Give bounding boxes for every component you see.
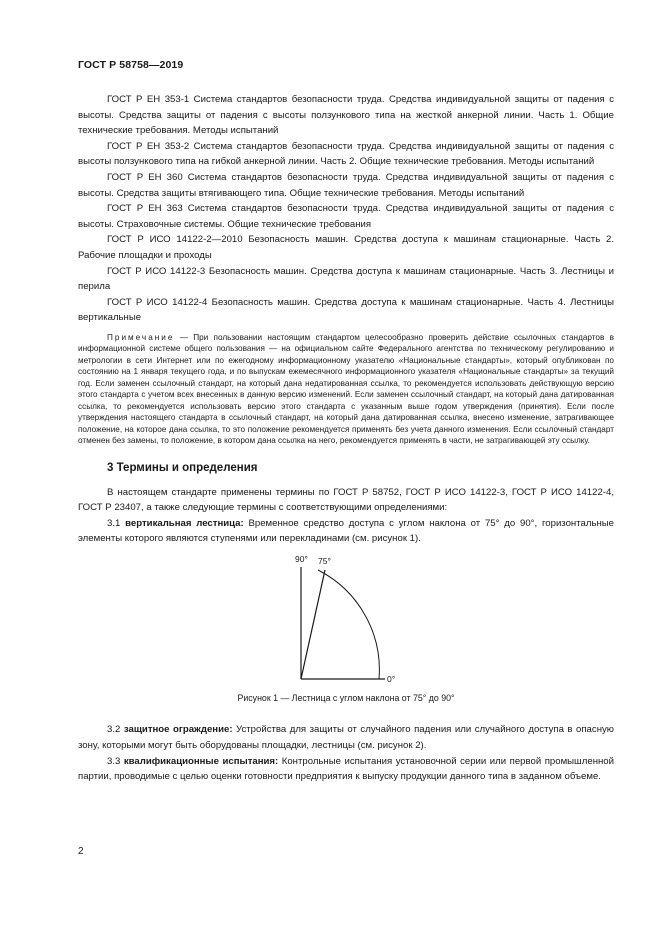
- arc-angle: [318, 570, 379, 679]
- term-3-3: 3.3 квалификационные испытания: Контрольные испытания установочной серии или первой промышленной партии, проводимые с целью оценки готовности предприятия к выпуску продукции данного типа в заданном объеме.: [78, 755, 614, 783]
- term-definition: Временное средство доступа с углом наклона от 75° до 90°, горизонтальные элементы которого являются ступенями или перекладинами (см. рисунок 1).: [78, 517, 614, 545]
- main-content: [78, 92, 614, 785]
- document-header: ГОСТ Р 58758—2019: [78, 59, 184, 71]
- reference-item: ГОСТ Р ЕН 353-1 Система стандартов безопасности труда. Средства индивидуальной защиты от падения с высоты. Средства защиты от падения с высоты ползункового типа на жесткой анкерной линии. Часть 1. Общие технические требования. Методы испытаний: [78, 94, 614, 137]
- reference-item: ГОСТ Р ИСО 14122-4 Безопасность машин. Средства доступа к машинам стационарные. Часть 4. Лестницы вертикальные: [78, 296, 614, 324]
- reference-item: ГОСТ Р ЕН 363 Система стандартов безопасности труда. Средства индивидуальной защиты от падения с высоты. Страховочные системы. Общие технические требования: [78, 203, 614, 230]
- term-3-2: 3.2 защитное ограждение: Устройства для защиты от случайного падения или случайного доступа в опасную зону, которыми могут быть оборудованы площадки, лестницы (см. рисунок 2).: [78, 724, 614, 752]
- label-90: 90°: [295, 553, 308, 564]
- label-75: 75°: [318, 555, 331, 566]
- line-75-degrees: [301, 570, 325, 679]
- note-lead: Примечание: [107, 332, 175, 342]
- reference-item: ГОСТ Р ЕН 360 Система стандартов безопасности труда. Средства индивидуальной защиты от падения с высоты. Средства защиты втягивающего типа. Общие технические требования. Методы испытаний: [78, 171, 614, 199]
- term-name: вертикальная лестница:: [125, 517, 244, 529]
- figure-1: [78, 549, 614, 689]
- term-name: защитное ограждение:: [123, 724, 233, 736]
- section-title: 3 Термины и определения: [107, 461, 258, 474]
- term-definition: Устройства для защиты от случайного падения или случайного доступа в опасную зону, которыми могут быть оборудованы площадки, лестницы (см. рисунок 2).: [78, 724, 614, 752]
- reference-item: ГОСТ Р ИСО 14122-3 Безопасность машин. Средства доступа к машинам стационарные. Часть 3. Лестницы и перила: [78, 265, 614, 293]
- reference-item: ГОСТ Р ИСО 14122-2—2010 Безопасность машин. Средства доступа к машинам стационарные. Часть 2. Рабочие площадки и проходы: [78, 234, 614, 261]
- ladder-angle-diagram: [78, 549, 614, 689]
- note-text: — При пользовании настоящим стандартом целесообразно проверить действие ссылочных стандартов в информационной системе общего пользования — на официальном сайте Федерального агентства по техническому регулированию и метрологии в сети Интернет или по ежегодному информационному указателю «Национальные стандарты», который опубликован по состоянию на 1 января текущего года, и по выпускам ежемесячного информационного указателя «Национальные стандарты» за текущий год. Если заменен ссылочный стандарт, на который дана недатированная ссылка, то рекомендуется использовать действующую версию этого стандарта с учетом всех внесенных в данную версию изменений. Если заменен ссылочный стандарт, на который дана датированная ссылка, то рекомендуется использовать версию этого стандарта с указанным выше годом утверждения (принятия). Если после утверждения настоящего стандарта в ссылочный стандарт, на который дана датированная ссылка, внесено изменение, затрагивающее положение, на которое дана ссылка, то это положение рекомендуется применять без учета данного изменения. Если ссылочный стандарт отменен без замены, то положение, в котором дана ссылка на него, рекомендуется применять в части, не затрагивающей эту ссылку.: [78, 332, 614, 446]
- term-3-1: 3.1 вертикальная лестница: Временное средство доступа с углом наклона от 75° до 90°, горизонтальные элементы которого являются ступенями или перекладинами (см. рисунок 1).: [78, 517, 614, 545]
- reference-item: ГОСТ Р ЕН 353-2 Система стандартов безопасности труда. Средства индивидуальной защиты от падения с высоты ползункового типа на гибкой анкерной линии. Часть 2. Общие технические требования. Методы испытаний: [78, 140, 614, 168]
- figure-caption: Рисунок 1 — Лестница с углом наклона от 75° до 90°: [237, 692, 455, 703]
- term-name: квалификационные испытания:: [123, 755, 279, 767]
- label-0: 0°: [387, 673, 396, 684]
- section-intro: В настоящем стандарте применены термины по ГОСТ Р 58752, ГОСТ Р ИСО 14122-3, ГОСТ Р ИСО 14122-4, ГОСТ Р 23407, а также следующие термины с соответствующими определениями:: [78, 486, 614, 514]
- page-number: 2: [78, 846, 84, 857]
- note-block: [78, 332, 614, 447]
- term-definition: Контрольные испытания установочной серии или первой промышленной партии, проводимые с целью оценки готовности предприятия к выпуску продукции данного типа в заданном объеме.: [78, 755, 614, 783]
